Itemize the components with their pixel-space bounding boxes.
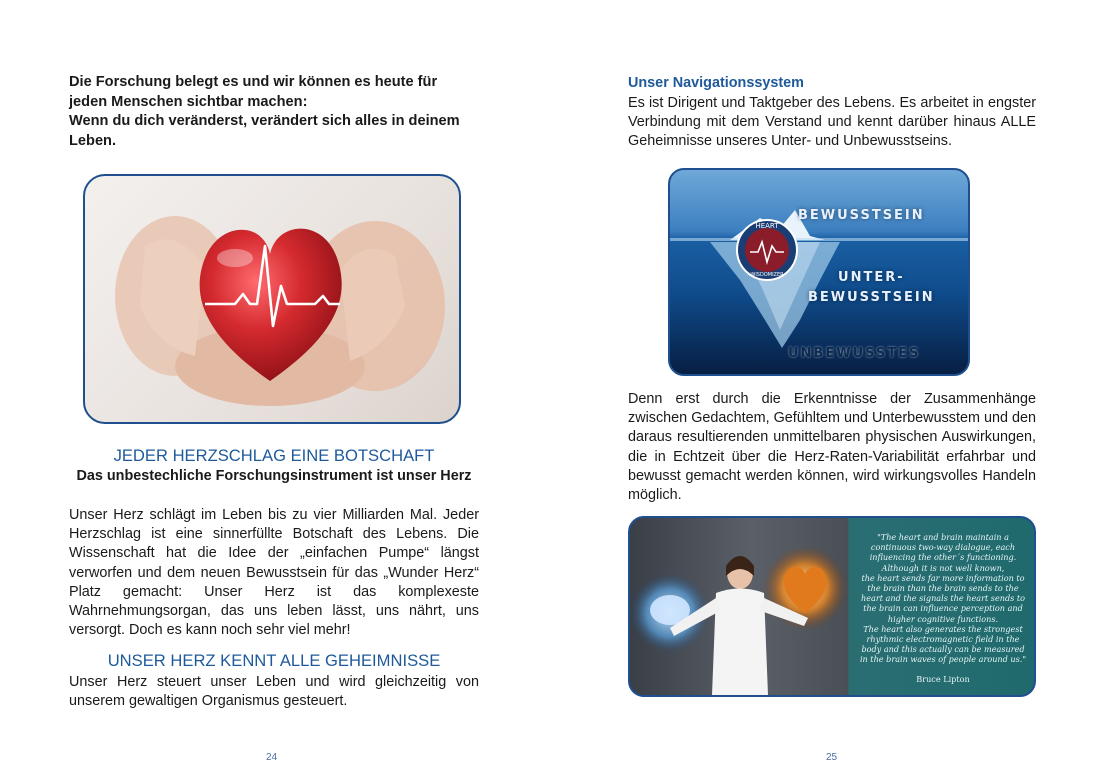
quote-line: in the brain waves of people around us.": [859, 654, 1027, 665]
paragraph-navigation: Es ist Dirigent und Taktgeber des Lebens. Es arbeitet in engster Verbindung mit dem Verstand und kennt darüber hinaus ALLE Geheimnisse unseres Unter- und Unbewusstseins.: [628, 95, 1036, 150]
label-bewusstsein: BEWUSSTSEIN: [798, 208, 925, 223]
subheading-forschungsinstrument: Das unbestechliche Forschungsinstrument ist unser Herz: [76, 468, 472, 484]
label-unbewusstes: UNBEWUSSTES: [788, 346, 921, 361]
quote-line: body and this actually can be measured: [861, 644, 1025, 655]
quote-line: heart and the signals the heart sends to: [861, 593, 1025, 604]
logo-text-bottom: WISDOMIZER: [750, 272, 784, 278]
woman-brain-heart-illustration: [630, 518, 850, 695]
quote-line: The heart also generates the strongest: [863, 623, 1023, 634]
intro-line: Wenn du dich veränderst, verändert sich alles in deinem: [69, 113, 460, 129]
label-unter-line: UNTER-: [838, 270, 905, 285]
quote-line: continuous two-way dialogue, each: [870, 542, 1016, 553]
paragraph-steuert: Unser Herz steuert unser Leben und wird gleichzeitig von unserem gewaltigen Organismus gesteuert.: [69, 674, 479, 710]
quote-line: rhythmic electromagnetic field in the: [866, 634, 1020, 645]
quote-line: "The heart and brain maintain a: [877, 532, 1009, 542]
intro-line: jeden Menschen sichtbar machen:: [69, 93, 308, 110]
page-number-right: 25: [826, 752, 838, 763]
heading-geheimnisse: UNSER HERZ KENNT ALLE GEHEIMNISSE: [107, 651, 441, 670]
quote-line: the brain than the brain sends to the: [867, 583, 1019, 594]
heart-brain-image: [628, 516, 1036, 697]
intro-line: Leben.: [69, 132, 117, 149]
paragraph-herz: Unser Herz schlägt im Leben bis zu vier Milliarden Mal. Jeder Herzschlag ist eine sinnerfüllte Botschaft des Lebens. Die Wissenschaft hat die Idee der „einfachen Pumpe“ längst verworfen und dem neuen Bewusstsein für das „Wunder Herz“ Platz gemacht: Unser Herz ist das komplexeste Wahrnehmungsorgan, das uns leben lässt, uns nährt, uns versorgt. Doch es kann noch sehr viel mehr!: [69, 507, 479, 639]
section-title-navigation: Unser Navigationssystem: [628, 75, 804, 91]
quote-line: higher cognitive functions.: [887, 613, 999, 624]
intro-statement: [69, 73, 479, 151]
quote-line: the heart sends far more information to: [861, 572, 1025, 583]
paragraph-erkenntnisse: Denn erst durch die Erkenntnisse der Zusammenhänge zwischen Gedachtem, Gefühltem und Unterbewusstem und den daraus resultierenden unmittelbaren physischen Auswirkungen, die in Echtzeit über die Herz-Raten-Variabilität erfahrbar und bewusst gemacht werden können, wird wirkungsvolles Handeln möglich.: [628, 391, 1036, 504]
quote-line: Although it is not well known,: [881, 562, 1005, 573]
quote-line: the brain can influence perception and: [863, 603, 1023, 614]
intro-line: Die Forschung belegt es und wir können es heute für: [69, 74, 438, 90]
heart-in-hands-photo: [83, 174, 461, 424]
page-number-left: 24: [266, 752, 278, 763]
label-unterbewusstsein: [808, 268, 935, 308]
iceberg-image: [668, 168, 970, 376]
heart-in-hands-illustration: [85, 176, 459, 422]
bruce-lipton-quote: [854, 532, 1032, 665]
quote-author: Bruce Lipton: [916, 674, 970, 684]
heading-herzschlag: JEDER HERZSCHLAG EINE BOTSCHAFT: [113, 446, 435, 465]
logo-text-top: HEART: [755, 222, 779, 230]
quote-line: influencing the other´s functioning.: [869, 552, 1017, 563]
label-bewusstsein-line: BEWUSSTSEIN: [808, 290, 935, 305]
left-page: [0, 0, 552, 779]
